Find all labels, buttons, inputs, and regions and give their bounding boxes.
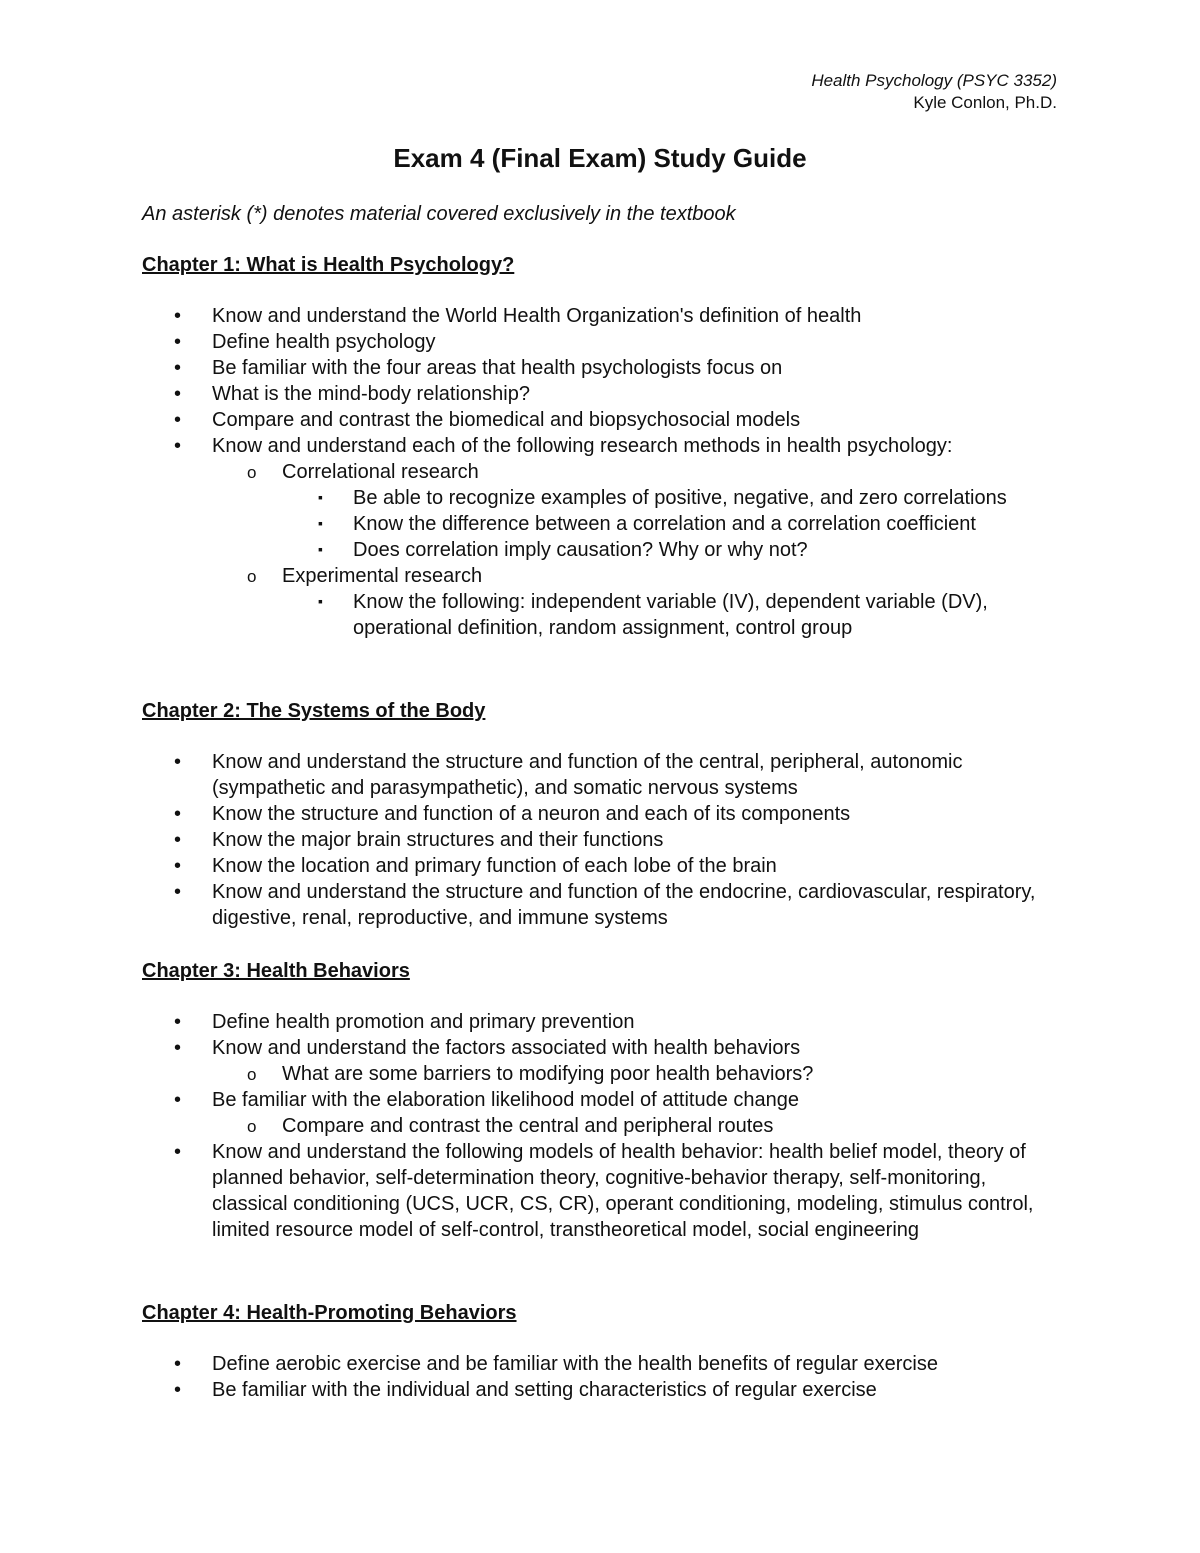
sub-list-item: o Correlational research	[142, 459, 1062, 485]
course-name: Health Psychology (PSYC 3352)	[811, 71, 1057, 90]
list-item: • Know the structure and function of a neuron and each of its components	[174, 803, 851, 825]
circle-bullet-icon: o	[247, 567, 257, 586]
chapter-4-list	[142, 1351, 1062, 1403]
bullet-icon: •	[174, 383, 182, 405]
page-title: Exam 4 (Final Exam) Study Guide	[393, 143, 807, 173]
bullet-icon: •	[174, 1089, 182, 1111]
chapter-heading: Chapter 3: Health Behaviors	[142, 960, 410, 982]
chapter-1-section	[142, 252, 1062, 641]
chapter-3-section	[142, 958, 1062, 1243]
bullet-icon: •	[174, 1353, 182, 1375]
list-item: • Be familiar with the individual and setting characteristics of regular exercise	[174, 1379, 877, 1401]
bullet-icon: •	[174, 357, 182, 379]
bullet-icon: •	[174, 409, 182, 431]
chapter-3-list	[142, 1009, 1062, 1243]
sub-list-item: o Experimental research	[142, 563, 1062, 589]
list-item: • What is the mind-body relationship?	[174, 383, 530, 405]
sub-sub-list-item: ▪ Does correlation imply causation? Why or why not?	[142, 537, 1062, 563]
chapter-2-section	[142, 698, 1062, 931]
bullet-icon: •	[174, 855, 182, 877]
list-item: • Know the location and primary function of each lobe of the brain	[174, 855, 777, 877]
bullet-icon: •	[174, 305, 182, 327]
list-item: • Be familiar with the four areas that health psychologists focus on	[174, 357, 783, 379]
bullet-icon: •	[174, 1379, 182, 1401]
sub-list-item: o What are some barriers to modifying poor health behaviors?	[142, 1061, 1062, 1087]
circle-bullet-icon: o	[247, 1065, 257, 1084]
list-item: • Compare and contrast the biomedical and biopsychosocial models	[174, 409, 801, 431]
list-item: • Know and understand the factors associated with health behaviors	[174, 1037, 801, 1059]
bullet-icon: •	[174, 803, 182, 825]
square-bullet-icon: ▪	[318, 593, 323, 609]
sub-list-item: o Compare and contrast the central and peripheral routes	[142, 1113, 1062, 1139]
square-bullet-icon: ▪	[318, 515, 323, 531]
square-bullet-icon: ▪	[318, 541, 323, 557]
bullet-icon: •	[174, 751, 182, 773]
list-item: • Know and understand the structure and function of the central, peripheral, autonomic (sympathetic and parasympathetic), and somatic nervous systems	[174, 751, 963, 799]
bullet-icon: •	[174, 1011, 182, 1033]
bullet-icon: •	[174, 1141, 182, 1163]
list-item: • Define aerobic exercise and be familiar with the health benefits of regular exercise	[174, 1353, 938, 1375]
square-bullet-icon: ▪	[318, 489, 323, 505]
asterisk-note: An asterisk (*) denotes material covered exclusively in the textbook	[142, 203, 736, 225]
chapter-heading: Chapter 1: What is Health Psychology?	[142, 254, 515, 276]
list-item: • Define health psychology	[174, 331, 436, 353]
instructor-name: Kyle Conlon, Ph.D.	[913, 93, 1057, 112]
bullet-icon: •	[174, 435, 182, 457]
list-item: • Know and understand each of the following research methods in health psychology:	[174, 435, 953, 457]
list-item: • Know the major brain structures and their functions	[174, 829, 664, 851]
bullet-icon: •	[174, 829, 182, 851]
chapter-heading: Chapter 4: Health-Promoting Behaviors	[142, 1302, 517, 1324]
list-item: • Be familiar with the elaboration likelihood model of attitude change	[174, 1089, 800, 1111]
list-item: • Define health promotion and primary prevention	[174, 1011, 635, 1033]
chapter-4-section	[142, 1300, 1062, 1403]
chapter-heading: Chapter 2: The Systems of the Body	[142, 700, 486, 722]
circle-bullet-icon: o	[247, 1117, 257, 1136]
sub-sub-list-item: ▪ Know the difference between a correlation and a correlation coefficient	[142, 511, 1062, 537]
list-item: • Know and understand the structure and function of the endocrine, cardiovascular, respiratory, digestive, renal, reproductive, and immune systems	[174, 881, 1036, 929]
sub-sub-list-item: ▪ Know the following: independent variable (IV), dependent variable (DV), operational definition, random assignment, control group	[142, 589, 1062, 641]
list-item: • Know and understand the following models of health behavior: health belief model, theory of planned behavior, self-determination theory, cognitive-behavior therapy, self-monitoring, classical conditioning (UCS, UCR, CS, CR), operant conditioning, modeling, stimulus control, limited resource model of self-control, transtheoretical model, social engineering	[174, 1141, 1034, 1241]
document-header	[811, 70, 1057, 114]
bullet-icon: •	[174, 331, 182, 353]
sub-sub-list-item: ▪ Be able to recognize examples of positive, negative, and zero correlations	[142, 485, 1062, 511]
circle-bullet-icon: o	[247, 463, 257, 482]
chapter-2-list	[142, 749, 1062, 931]
list-item: • Know and understand the World Health Organization's definition of health	[174, 305, 862, 327]
bullet-icon: •	[174, 1037, 182, 1059]
chapter-1-list	[142, 303, 1062, 641]
bullet-icon: •	[174, 881, 182, 903]
